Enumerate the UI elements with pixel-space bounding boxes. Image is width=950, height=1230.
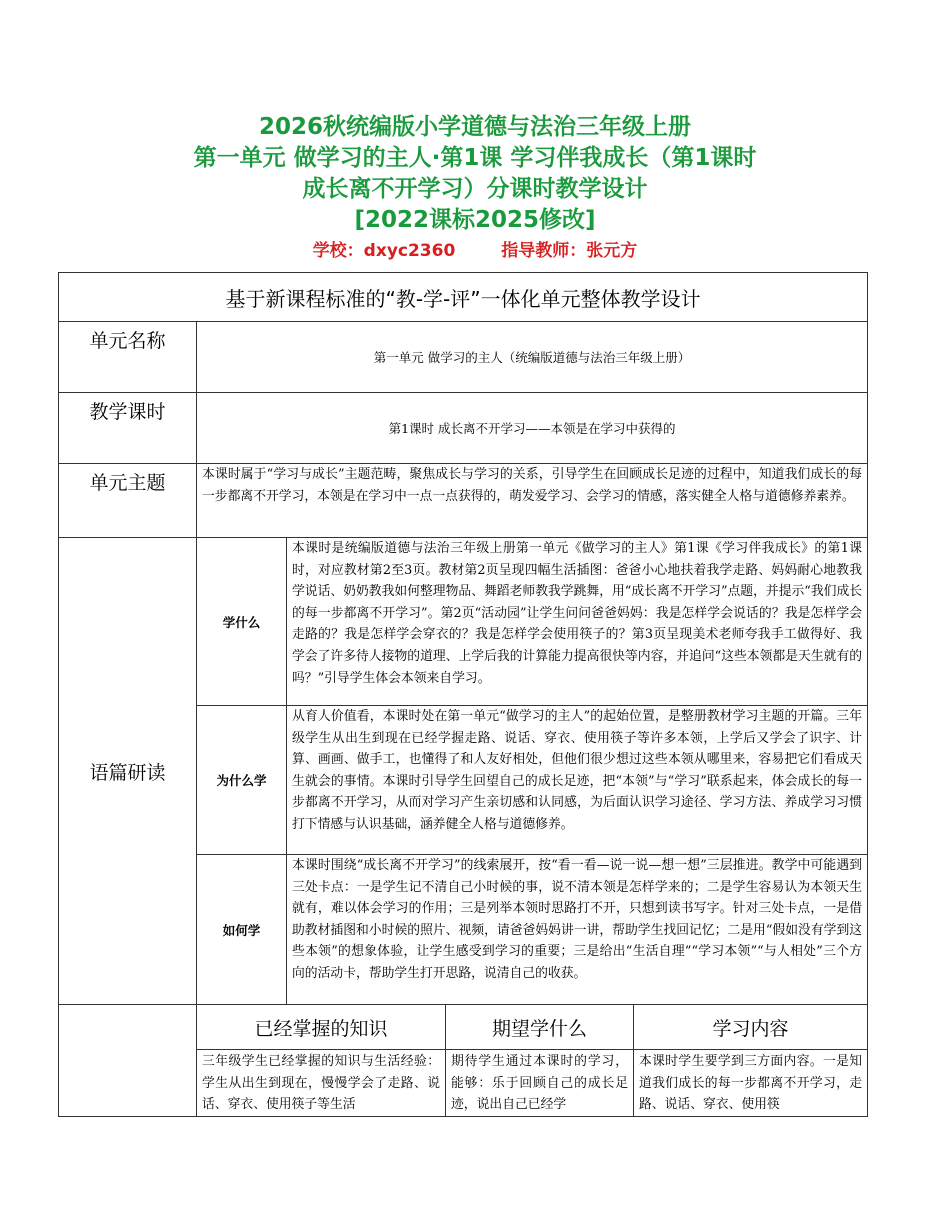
- title-line-1: 2026秋统编版小学道德与法治三年级上册: [258, 114, 691, 140]
- learning-content-header: 学习内容: [634, 1005, 868, 1050]
- known-knowledge-cell: 三年级学生已经掌握的知识与生活经验：学生从出生到现在，慢慢学会了走路、说话、穿衣、使用筷子等生活: [197, 1050, 446, 1117]
- theme-value: 本课时属于“学习与成长”主题范畴，聚焦成长与学习的关系，引导学生在回顾成长足迹的过程中，知道我们成长的每一步都离不开学习，本领是在学习中一点一点获得的，萌发爱学习、会学习的情感，落实健全人格与道德修养素养。: [197, 464, 868, 538]
- title-line-3: 成长离不开学习）分课时教学设计: [302, 176, 648, 202]
- teacher-name: 指导教师：张元方: [501, 241, 638, 261]
- expected-learning-cell: 期待学生通过本课时的学习，能够：乐于回顾自己的成长足迹，说出自己已经学: [446, 1050, 634, 1117]
- analysis-why-text: 从育人价值看，本课时处在第一单元“做学习的主人”的起始位置，是整册教材学习主题的开篇。三年级学生从出生到现在已经学握走路、说话、穿衣、使用筷子等许多本领，上学后又学会了识字、计算、画画、做手工，也懂得了和人友好相处，但他们很少想过这些本领从哪里来，容易把它们看成天生就会的事情。本课时引导学生回望自己的成长足迹，把“本领”与“学习”联系起来，体会成长的每一步都离不开学习，从而对学习产生亲切感和认同感，为后面认识学习途径、学习方法、养成学习习惯打下情感与认识基础，涵养健全人格与道德修养。: [287, 706, 868, 855]
- expected-learning-header: 期望学什么: [446, 1005, 634, 1050]
- analysis-what-label: 学什么: [197, 538, 287, 706]
- analysis-how-text: 本课时围绕“成长离不开学习”的线索展开，按“看一看—说一说—想一想”三层推进。教学中可能遇到三处卡点：一是学生记不清自己小时候的事，说不清本领是怎样学来的；二是学生容易认为本领天生就有，难以体会学习的作用；三是列举本领时思路打不开，只想到读书写字。针对三处卡点，一是借助教材插图和小时候的照片、视频，请爸爸妈妈讲一讲，帮助学生找回记忆；二是用“假如没有学到这些本领”的想象体验，让学生感受到学习的重要；三是给出“生活自理”“学习本领”“与人相处”三个方向的活动卡，帮助学生打开思路，说清自己的收获。: [287, 855, 868, 1005]
- theme-label: 单元主题: [59, 464, 197, 538]
- analysis-why-label: 为什么学: [197, 706, 287, 855]
- title-line-2: 第一单元 做学习的主人·第1课 学习伴我成长（第1课时: [193, 145, 757, 171]
- analysis-what-text: 本课时是统编版道德与法治三年级上册第一单元《做学习的主人》第1课《学习伴我成长》的第1课时，对应教材第2至3页。教材第2页呈现四幅生活插图：爸爸小心地扶着我学走路、妈妈耐心地教我学说话、奶奶教我如何整理物品、舞蹈老师教我学跳舞，用“成长离不开学习”点题，并提示“我们成长的每一步都离不开学习”。第2页“活动园”让学生问问爸爸妈妈：我是怎样学会说话的？我是怎样学会走路的？我是怎样学会穿衣的？我是怎样学会使用筷子的？第3页呈现美术老师夸我手工做得好、我学会了许多待人接物的道理、上学后我的计算能力提高很快等内容，并追问“这些本领都是天生就有的吗？”引导学生体会本领来自学习。: [287, 538, 868, 706]
- learning-content-cell: 本课时学生要学到三方面内容。一是知道我们成长的每一步都离不开学习，走路、说话、穿衣、使用筷: [634, 1050, 868, 1117]
- analysis-label: 语篇研读: [59, 538, 197, 1005]
- unit-name-label: 单元名称: [59, 322, 197, 393]
- blank-cell: [59, 1005, 197, 1117]
- school-name: 学校：dxyc2360: [312, 241, 456, 261]
- analysis-how-label: 如何学: [197, 855, 287, 1005]
- document-title-block: [0, 112, 950, 263]
- known-knowledge-header: 已经掌握的知识: [197, 1005, 446, 1050]
- lesson-label: 教学课时: [59, 393, 197, 464]
- unit-name-value: 第一单元 做学习的主人（统编版道德与法治三年级上册）: [197, 322, 868, 393]
- design-table: [58, 272, 868, 1117]
- title-line-4: [2022课标2025修改]: [354, 207, 596, 233]
- table-header: 基于新课程标准的“教-学-评”一体化单元整体教学设计: [59, 273, 868, 322]
- school-line: [0, 239, 950, 263]
- lesson-value: 第1课时 成长离不开学习——本领是在学习中获得的: [197, 393, 868, 464]
